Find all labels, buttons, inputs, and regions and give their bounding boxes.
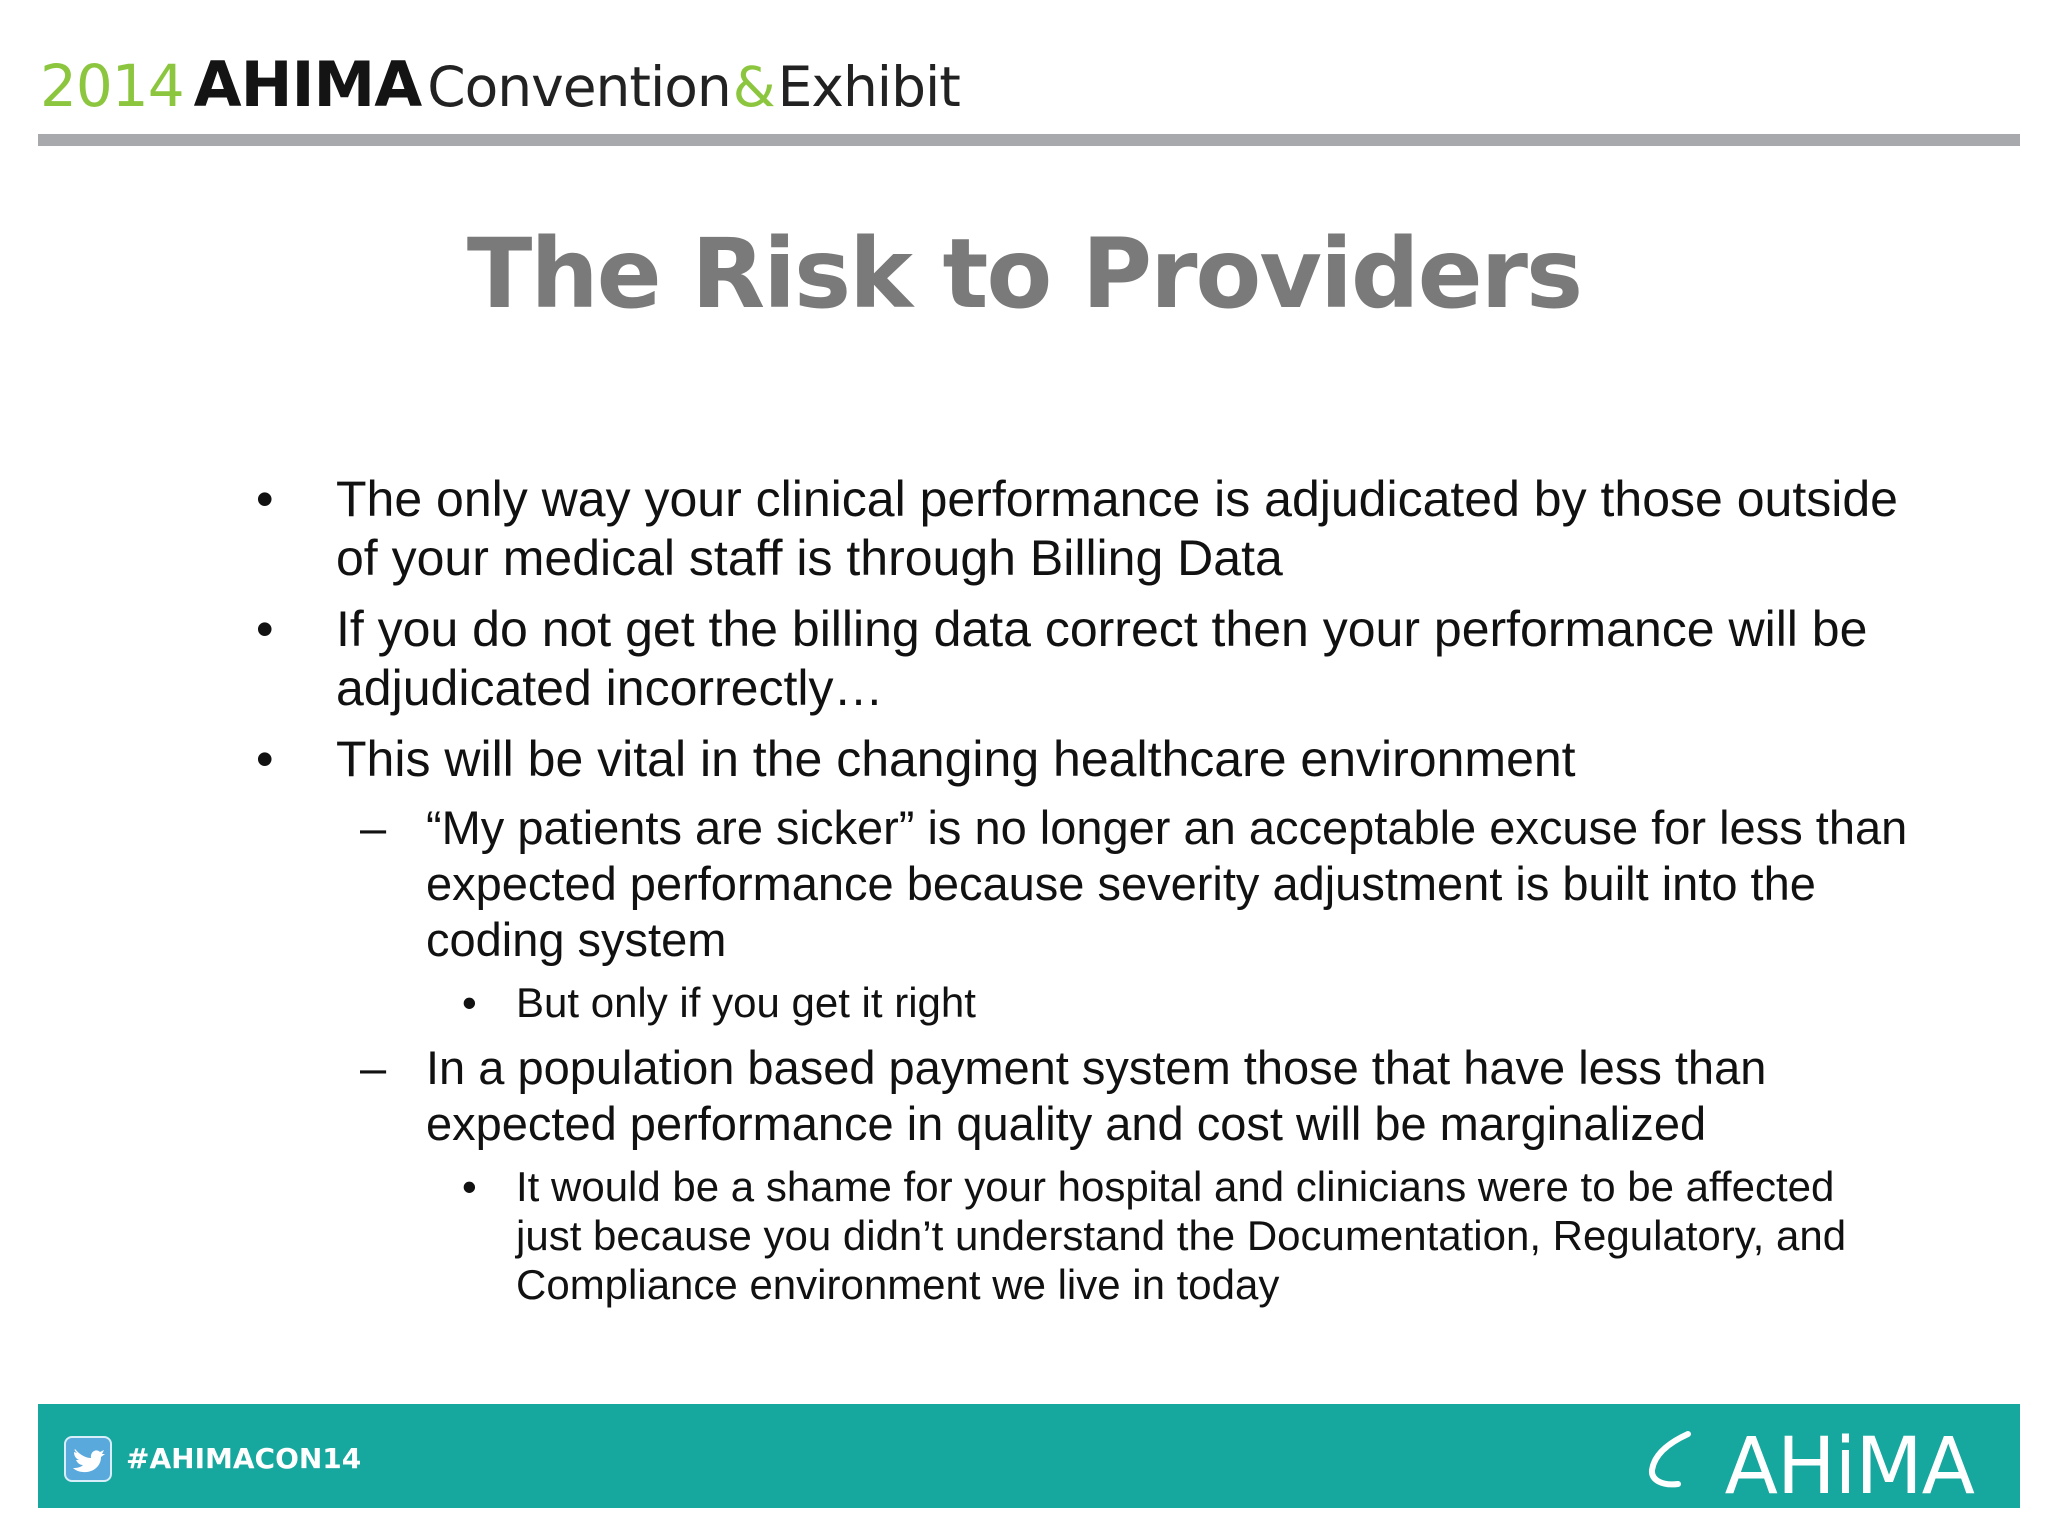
bullet-text: This will be vital in the changing healthcare environment [336,731,1576,787]
twitter-bird-icon [64,1436,112,1482]
sub-bullet-item [360,800,1920,968]
header-exhibit: Exhibit [777,55,960,119]
logo-swoosh-icon [1648,1430,1692,1490]
sub-sub-bullet-item [448,978,1848,1027]
bullet-marker: • [256,601,274,657]
dash-marker: – [360,1041,387,1094]
header-divider [38,134,2020,146]
conference-header [40,48,960,121]
sub-sub-bullet-text: But only if you get it right [516,979,976,1026]
sub-bullet-item [360,1040,1920,1152]
bullet-marker: • [462,979,477,1026]
bullet-marker: • [256,471,274,527]
slide-title: The Risk to Providers [466,218,1582,330]
bullet-marker: • [462,1163,477,1210]
header-org: AHIMA [193,48,422,121]
header-convention: Convention [427,55,731,119]
bullet-item [256,600,1916,718]
hashtag-text: #AHIMACON14 [126,1442,362,1475]
sub-bullet-text: In a population based payment system those that have less than expected performance in quality and cost will be marginalized [426,1041,1767,1150]
sub-sub-bullet-item [448,1162,1848,1309]
header-ampersand: & [732,55,776,119]
footer-bar [38,1404,2020,1512]
bullet-item [256,730,1916,789]
bullet-text: If you do not get the billing data correct then your performance will be adjudicated incorrectly… [336,601,1868,716]
logo-text: AHiMA [1724,1422,1974,1512]
sub-sub-bullet-text: It would be a shame for your hospital and clinicians were to be affected just because you didn’t understand the Documentation, Regulatory, and Compliance environment we live in today [516,1163,1847,1308]
header-year: 2014 [40,52,184,120]
sub-bullet-text: “My patients are sicker” is no longer an acceptable excuse for less than expected performance because severity adjustment is built into the coding system [426,801,1908,966]
bullet-item [256,470,1916,588]
bullet-text: The only way your clinical performance is adjudicated by those outside of your medical staff is through Billing Data [336,471,1898,586]
bullet-marker: • [256,731,274,787]
dash-marker: – [360,801,387,854]
